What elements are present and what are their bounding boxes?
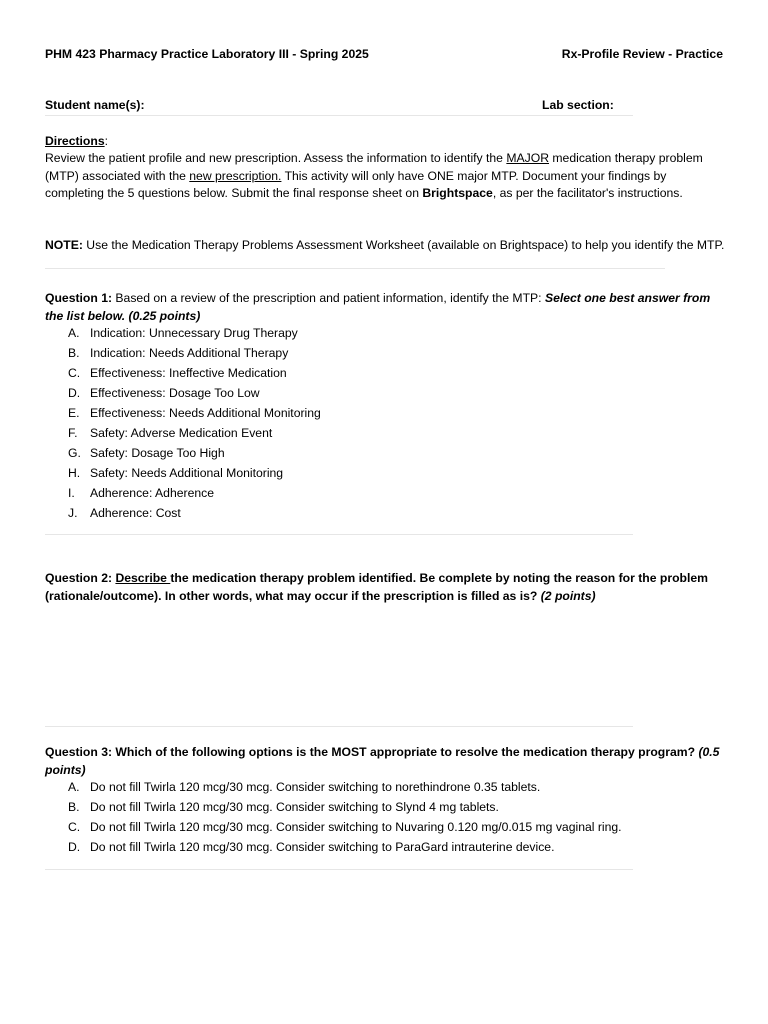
option-text: Effectiveness: Needs Additional Monitoring — [90, 406, 321, 420]
directions-text-part: Review the patient profile and new prescription. Assess the information to identify the — [45, 151, 507, 165]
option-letter: J. — [68, 506, 78, 520]
option-text: Effectiveness: Dosage Too Low — [90, 386, 260, 400]
directions-new-prescription: new prescription. — [189, 168, 282, 183]
question-1-text: Based on a review of the prescription and patient information, identify the MTP: — [112, 291, 545, 305]
directions-major: MAJOR — [506, 151, 550, 165]
directions-text-part: medication therapy problem (MTP) associated with the — [45, 151, 703, 183]
option-letter: C. — [68, 820, 81, 834]
note-label: NOTE: — [45, 238, 83, 252]
option-text: Effectiveness: Ineffective Medication — [90, 366, 287, 380]
option-text: Adherence: Adherence — [90, 486, 214, 500]
question-3-points: (0.5 points) — [45, 745, 720, 777]
question-1 — [45, 290, 725, 325]
directions-heading — [45, 134, 108, 148]
option-letter: H. — [68, 466, 81, 480]
directions-text-part: This activity will only have ONE major MTP. Document your findings by completing the 5 questions below. Submit the final response sheet on — [45, 168, 667, 200]
option-text: Do not fill Twirla 120 mcg/30 mcg. Consider switching to norethindrone 0.35 tablets. — [90, 780, 541, 794]
question-3-divider — [45, 869, 633, 870]
question-2-answer-area[interactable] — [45, 612, 633, 720]
option-letter: E. — [68, 406, 80, 420]
option-text: Safety: Dosage Too High — [90, 446, 225, 460]
option-text: Do not fill Twirla 120 mcg/30 mcg. Consider switching to Slynd 4 mg tablets. — [90, 800, 499, 814]
option-letter: F. — [68, 426, 78, 440]
option-letter: I. — [68, 486, 75, 500]
question-3 — [45, 744, 725, 779]
option-text: Do not fill Twirla 120 mcg/30 mcg. Consider switching to ParaGard intrauterine device. — [90, 840, 555, 854]
option-letter: C. — [68, 366, 81, 380]
option-letter: D. — [68, 840, 81, 854]
student-name-label: Student name(s): — [45, 98, 145, 112]
lab-section-label: Lab section: — [542, 98, 614, 112]
option-letter: B. — [68, 800, 80, 814]
header-activity-title: Rx-Profile Review - Practice — [561, 47, 723, 61]
question-2-divider — [45, 726, 633, 727]
option-text: Do not fill Twirla 120 mcg/30 mcg. Consider switching to Nuvaring 0.120 mg/0.015 mg vaginal ring. — [90, 820, 622, 834]
option-text: Safety: Adverse Medication Event — [90, 426, 273, 440]
option-text: Indication: Needs Additional Therapy — [90, 346, 289, 360]
question-1-label: Question 1: — [45, 291, 113, 305]
question-1-instruction: Select one best answer from the list below. (0.25 points) — [45, 291, 711, 323]
directions-text — [45, 150, 725, 203]
question-2-points: (2 points) — [540, 588, 596, 603]
option-letter: B. — [68, 346, 80, 360]
directions-heading-colon: : — [104, 134, 108, 148]
header-course-title: PHM 423 Pharmacy Practice Laboratory III - Spring 2025 — [45, 47, 369, 61]
option-letter: D. — [68, 386, 81, 400]
question-2-describe: Describe — [115, 571, 171, 585]
note-text — [45, 237, 725, 255]
student-row-divider — [45, 115, 633, 116]
directions-heading-text: Directions — [45, 134, 105, 148]
option-letter: A. — [68, 780, 80, 794]
directions-brightspace: Brightspace — [422, 186, 493, 200]
question-2-label: Question 2: — [45, 571, 116, 585]
note-divider — [45, 268, 665, 269]
directions-text-part: , as per the facilitator's instructions. — [492, 186, 683, 200]
note-body: Use the Medication Therapy Problems Assessment Worksheet (available on Brightspace) to help you identify the MTP. — [82, 238, 725, 252]
option-text: Adherence: Cost — [90, 506, 181, 520]
option-text: Safety: Needs Additional Monitoring — [90, 466, 284, 480]
question-2 — [45, 570, 725, 605]
question-1-divider — [45, 534, 633, 535]
question-3-text: Question 3: Which of the following options is the MOST appropriate to resolve the medication therapy program? — [45, 745, 699, 759]
option-letter: A. — [68, 326, 80, 340]
question-2-text: the medication therapy problem identified. Be complete by noting the reason for the problem (rationale/outcome). In other words, what may occur if the prescription is filled as is? — [45, 571, 708, 603]
option-letter: G. — [68, 446, 81, 460]
option-text: Indication: Unnecessary Drug Therapy — [90, 326, 298, 340]
